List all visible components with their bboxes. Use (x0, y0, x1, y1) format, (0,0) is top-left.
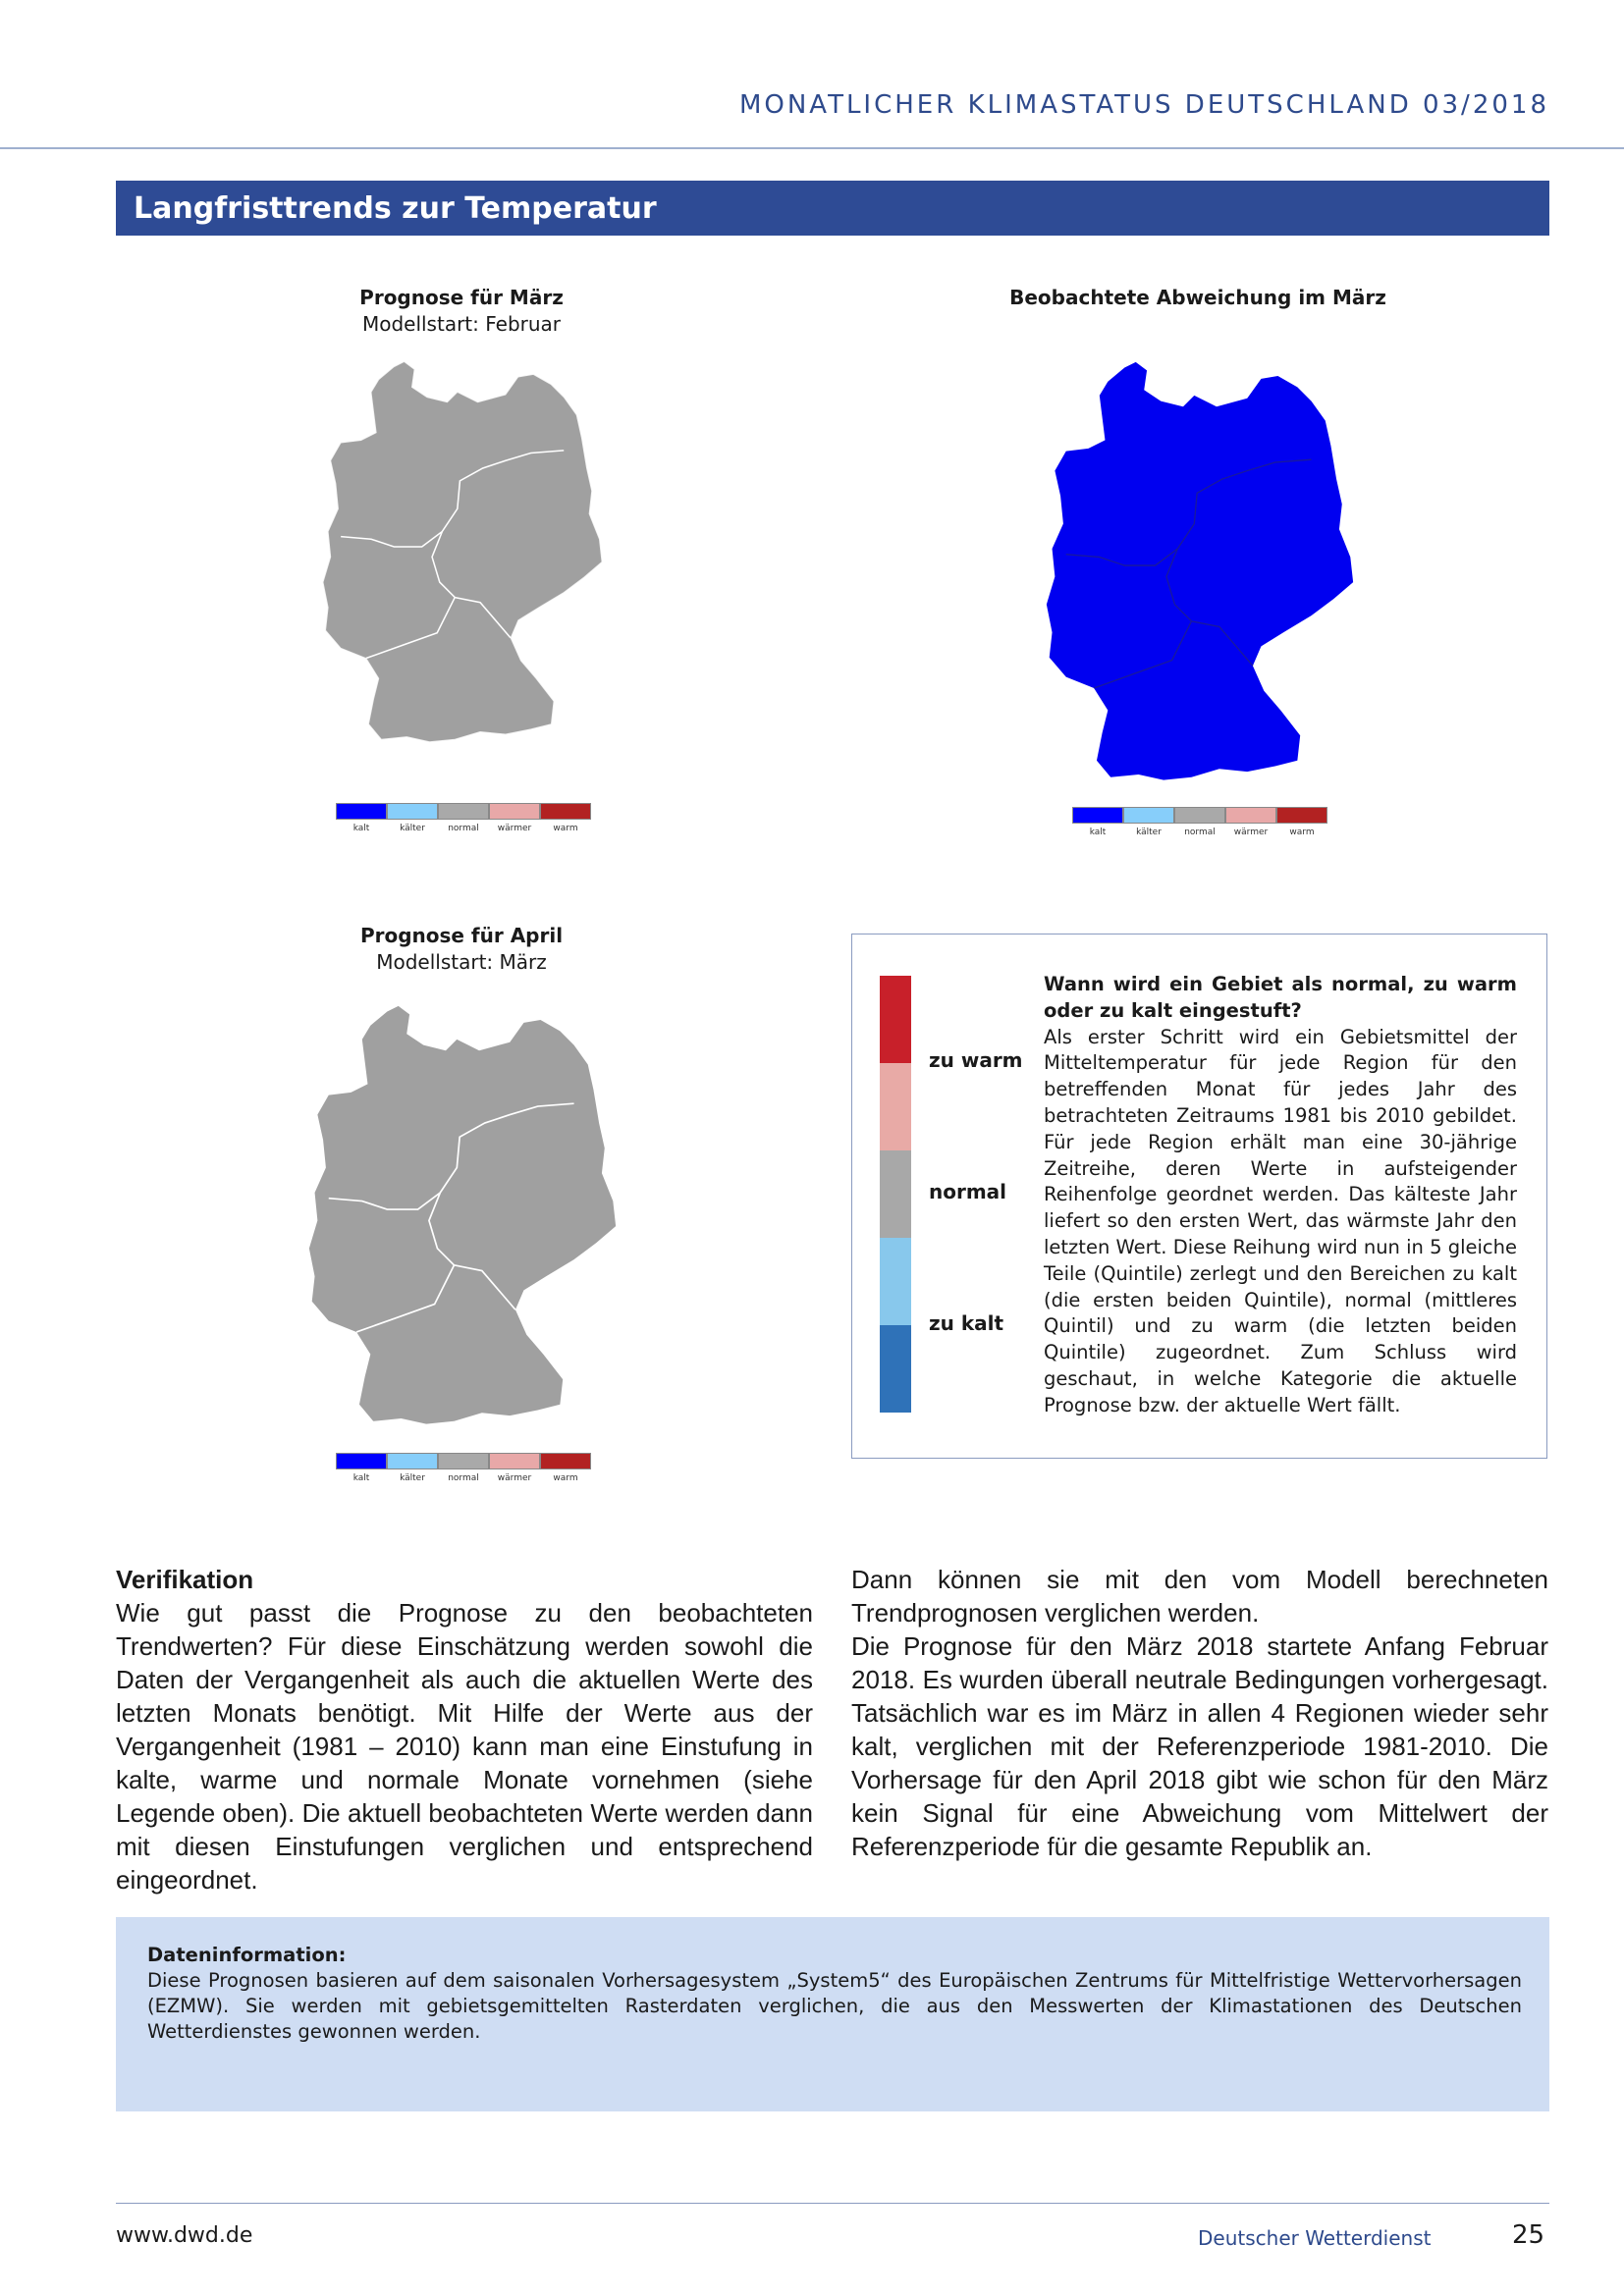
verification-heading: Verifikation (116, 1565, 254, 1594)
legend-swatch (1072, 807, 1123, 824)
footer-divider (116, 2203, 1549, 2204)
legend-swatch (540, 803, 591, 820)
info-body: Als erster Schritt wird ein Gebietsmittel der Mitteltemperatur für jede Region für den betreffenden Monat für jedes Jahr des betrachteten Zeitraums 1981 bis 2010 gebildet. Für jede Region erhält man eine 30-jährige Zeitreihe, deren Werte in aufsteigender Reihenfolge geordnet werden. Das kälteste Jahr liefert so den ersten Wert, das wärmste Jahr den letzten Wert. Diese Reihung wird nun in 5 gleiche Teile (Quintile) zerlegt und den Bereichen zu kalt (die ersten beiden Quintile), normal (mittleres Quintil) und zu warm (die letzten beiden Quintile) zugeordnet. Zum Schluss wird geschaut, in welche Kategorie die aktuelle Prognose bzw. der aktuelle Wert fällt. (1044, 1025, 1517, 1416)
info-question: Wann wird ein Gebiet als normal, zu warm oder zu kalt eingestuft? (1044, 973, 1517, 1022)
legend-march-forecast (336, 803, 591, 833)
legend-label: normal (448, 1473, 479, 1483)
legend-label: warm (553, 1473, 578, 1483)
legend-label: wärmer (1233, 828, 1269, 837)
legend-label: kalt (1089, 828, 1107, 837)
map-march-forecast (298, 359, 627, 752)
verification-text-2a: Dann können sie mit den vom Modell berechneten Trendprognosen verglichen werden. (851, 1565, 1548, 1628)
legend-swatch (336, 803, 387, 820)
scale-label-normal: normal (929, 1180, 1007, 1203)
legend-label: kalt (352, 824, 370, 833)
data-info-text: Diese Prognosen basieren auf dem saisonalen Vorhersagesystem „System5“ des Europäischen Zentrums für Mittelfristige Wettervorhersagen (EZMW). Sie werden mit gebietsgemittelten Rasterdaten verglichen, die aus den Messwerten der Klimastationen des Deutschen Wetterdienstes gewonnen werden. (147, 1969, 1522, 2043)
legend-swatch (387, 803, 438, 820)
legend-swatch (1123, 807, 1174, 824)
legend-label: warm (553, 824, 578, 833)
legend-swatch (489, 1453, 540, 1469)
legend-swatch (1174, 807, 1225, 824)
legend-swatch (387, 1453, 438, 1469)
map-april-forecast (298, 1003, 627, 1435)
legend-swatch (438, 1453, 489, 1469)
legend-label: normal (1184, 828, 1216, 837)
data-info-box (116, 1917, 1549, 2111)
germany-map-shape (323, 362, 602, 742)
section-title: Langfristtrends zur Temperatur (134, 191, 657, 226)
legend-label: kälter (400, 1473, 425, 1483)
legend-label: wärmer (497, 1473, 532, 1483)
verification-text-1: Wie gut passt die Prognose zu den beobachteten Trendwerten? Für diese Einschätzung werden sowohl die Daten der Vergangenheit als auch die aktuellen Werte des letzten Monats benötigt. Mit Hilfe der Werte aus der Vergangenheit (1981 – 2010) kann man eine Einstufung in kalte, warme und normale Monate vornehmen (siehe Legende oben). Die aktuell beobachteten Werte werden dann mit diesen Einstufungen verglichen und entsprechend eingeordnet. (116, 1598, 813, 1895)
data-info-heading: Dateninformation: (147, 1944, 347, 1966)
legend-swatch (336, 1453, 387, 1469)
legend-swatch (489, 803, 540, 820)
legend-swatch (1276, 807, 1327, 824)
map-title-april-forecast: Prognose für April Modellstart: März (359, 924, 564, 974)
map-title-march-forecast: Prognose für März Modellstart: Februar (359, 286, 564, 336)
header-title: MONATLICHER KLIMASTATUS DEUTSCHLAND 03/2018 (738, 90, 1549, 120)
scale-label-warm: zu warm (929, 1048, 1023, 1072)
legend-april-forecast (336, 1453, 591, 1483)
footer-url[interactable]: www.dwd.de (116, 2223, 253, 2248)
verification-text-2b: Die Prognose für den März 2018 startete Anfang Februar 2018. Es wurden überall neutrale Bedingungen vorhergesagt. Tatsächlich war es im März in allen 4 Regionen wieder sehr kalt, verglichen mit der Referenzperiode 1981-2010. Die Vorhersage für den April 2018 gibt wie schon für den März kein Signal für eine Abweichung vom Mittelwert der Referenzperiode für die gesamte Republik an. (851, 1631, 1548, 1861)
scale-label-cold: zu kalt (929, 1311, 1004, 1335)
category-color-scale (880, 976, 911, 1413)
footer-organisation: Deutscher Wetterdienst (1198, 2226, 1432, 2250)
legend-label: kalt (352, 1473, 370, 1483)
legend-label: normal (448, 824, 479, 833)
map-march-observed (1031, 359, 1369, 791)
legend-label: warm (1289, 828, 1315, 837)
legend-swatch (1225, 807, 1276, 824)
legend-march-observed (1072, 807, 1327, 837)
classification-info-box (851, 934, 1547, 1459)
verification-column-2 (851, 1563, 1548, 1863)
legend-label: kälter (400, 824, 425, 833)
verification-column-1 (116, 1563, 813, 1896)
legend-label: kälter (1136, 828, 1162, 837)
legend-swatch (540, 1453, 591, 1469)
section-header (116, 181, 1549, 236)
legend-label: wärmer (497, 824, 532, 833)
header-divider (0, 147, 1624, 149)
legend-swatch (438, 803, 489, 820)
map-title-march-observed: Beobachtete Abweichung im März (1009, 286, 1386, 309)
page-number: 25 (1512, 2220, 1545, 2250)
info-text (1044, 972, 1517, 1419)
